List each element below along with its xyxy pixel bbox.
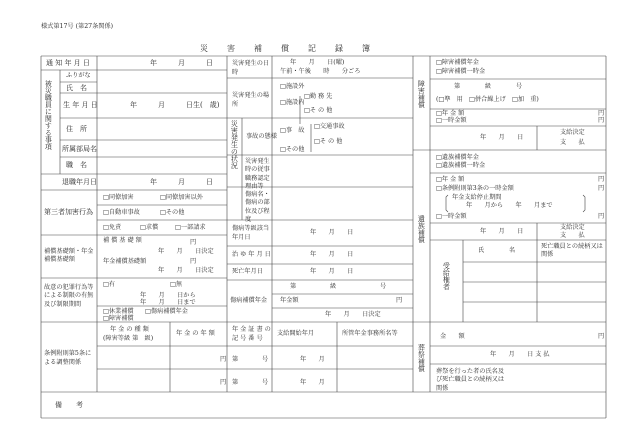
retire-label: 退職年月日 — [62, 178, 97, 186]
base-decision-2: 年 月 日決定 — [158, 267, 214, 274]
survivor-label: 遺族補償 — [417, 215, 426, 243]
situation-label: 災害発生の状況 — [230, 120, 239, 169]
place-label: 災害発生の場 所 — [232, 92, 282, 108]
notice-date-label: 通 知 年 月 日 — [46, 59, 90, 67]
birth-label: 生 年 月 日 — [63, 101, 98, 109]
injury-label: 傷病名・傷病の部位及び程度 — [245, 191, 270, 224]
opt-auto-accident[interactable]: □自動車事故 — [103, 209, 140, 216]
furigana-label: ふりがな — [66, 72, 91, 79]
adj-ym-2: 年 月 — [300, 379, 325, 386]
pension-grade-no: 第 — [290, 283, 297, 290]
grade-date-value: 年 月 日 — [310, 229, 354, 236]
restriction-type-disability[interactable]: □障害補償 — [103, 315, 134, 322]
funeral-amount-label: 金 額 — [440, 333, 465, 340]
adj-ym-1: 年 月 — [300, 356, 325, 363]
retire-value: 年 月 日 — [150, 178, 213, 186]
notice-date-value: 年 月 日 — [150, 59, 213, 67]
pension-grade-go: 号 — [380, 283, 387, 290]
pension-amount-label: 年金額 — [280, 297, 299, 304]
disability-grade: 第 級 号 — [454, 83, 523, 90]
place-inside[interactable]: □施設内 — [280, 99, 305, 106]
base-amount-label: 補償基礎額・年金補償基礎額 — [44, 248, 94, 264]
survivor-special[interactable]: □条例附則第3条の一時金額 — [436, 185, 514, 192]
cured-date-label: 治 ゆ 年 月 日 — [232, 251, 271, 258]
name-label: 氏 名 — [66, 84, 87, 92]
recipient-col-name: 氏 名 — [478, 247, 516, 254]
cause-label: 事故の態様 — [246, 133, 277, 140]
adj-yen-2: 円 — [220, 379, 227, 386]
opt-exempt[interactable]: □免責 — [103, 224, 122, 231]
survivor-pay-date: 年 月 日 — [480, 228, 524, 235]
cause-traffic[interactable]: □交通事故 — [314, 123, 345, 130]
survivor-lump-amount[interactable]: □一時金額 — [436, 213, 467, 220]
cause-other[interactable]: □その他 — [280, 146, 305, 153]
survivor-pay-paid: 支 払 — [560, 232, 585, 239]
pension-grade-unit: 級 — [330, 283, 337, 290]
funeral-yen: 円 — [598, 333, 605, 340]
disability-lump-opt[interactable]: □障害補償一時金 — [436, 68, 486, 75]
place-other[interactable]: □そ の 他 — [304, 107, 333, 114]
cause-accident[interactable]: □事 故 — [280, 127, 305, 134]
opt-other[interactable]: □その他 — [160, 209, 185, 216]
adj-yen-1: 円 — [220, 356, 227, 363]
grade-date-label: 傷病等級該当年月日 — [232, 225, 270, 241]
pension-decision: 年 月 日決定 — [325, 311, 381, 318]
survivor-period-value: 年 月から 年 月まで — [466, 202, 553, 209]
page-title: 災 害 補 償 記 録 簿 — [200, 44, 371, 53]
disability-types: (□準 用 □併合繰上げ □加 重) — [436, 96, 539, 103]
restriction-label: 故意の犯罪行為等による制限の有無及び制限期間 — [44, 284, 94, 308]
adj-go-2: 号 — [262, 379, 269, 386]
restriction-has[interactable]: □有 — [103, 281, 116, 288]
disability-label: 障害補償 — [417, 80, 426, 108]
base-decision-1: 年 月 日決定 — [158, 248, 214, 255]
adj-no-2: 第 — [232, 379, 239, 386]
restriction-to: 年 月 日まで — [140, 299, 196, 306]
survivor-pension-amount[interactable]: □年 金 額 — [436, 176, 465, 183]
place-outside[interactable]: □施設外 — [280, 83, 305, 90]
funeral-pay: 年 月 日 支 払 — [490, 351, 550, 358]
survivor-yen-2: 円 — [598, 185, 605, 192]
cured-date-value: 年 月 日 — [310, 251, 354, 258]
disability-yen-1: 円 — [598, 110, 605, 117]
address-label: 住 所 — [66, 125, 87, 133]
adj-col-start: 支給開始年月 — [277, 330, 315, 337]
adj-col-office: 所管年金事務所名等 — [342, 330, 398, 337]
place-work[interactable]: □勤 務 先 — [304, 93, 333, 100]
survivor-lump-opt[interactable]: □遺族補償一時金 — [436, 162, 486, 169]
survivor-pension-opt[interactable]: □遺族補償年金 — [436, 154, 479, 161]
adjustment-label: 条例附則第5条による調整関係 — [44, 350, 92, 366]
survivor-period-label: 年金支給停止期間 — [452, 194, 502, 201]
base-yen-1: 円 — [190, 239, 197, 246]
adj-col-type: 年 金 の 種 類 — [110, 326, 149, 333]
date-time-label: 災害発生の日 時 — [232, 60, 282, 76]
disability-pay-paid: 支 払 — [560, 139, 585, 146]
death-date-label: 死亡年月日 — [232, 268, 263, 275]
recipient-label: 受給権者 — [442, 262, 451, 290]
death-date-value: 年 月 日 — [310, 268, 354, 275]
third-party-label: 第三者加害行為 — [44, 208, 93, 216]
restriction-type-pension[interactable]: □傷病補償年金 — [145, 308, 188, 315]
adj-go-1: 号 — [262, 356, 269, 363]
duty-label: 災害発生時の従事職務認定理由等 — [245, 158, 270, 191]
adj-col-amount: 年 金 の 年 額 — [176, 330, 215, 337]
restriction-from: 年 月 日から — [140, 292, 196, 299]
disability-yen-2: 円 — [598, 117, 605, 124]
funeral-host: 葬祭を行った者の氏名及び死亡職員との続柄又は関係 — [436, 368, 505, 392]
dept-label: 所属部局名 — [62, 145, 97, 153]
victim-group-label: 被災職員に関する事項 — [44, 80, 53, 150]
adj-col-type-grade: (障害等級 第 級) — [103, 335, 154, 342]
recipient-col-relation: 死亡職員との続柄又は関係 — [541, 243, 603, 259]
adj-col-cert2: 記 号 番 号 — [232, 335, 263, 342]
funeral-label: 葬祭補償 — [417, 344, 426, 372]
cause-sub-other[interactable]: □そ の 他 — [314, 138, 343, 145]
disability-pension-opt[interactable]: □障害補償年金 — [436, 59, 479, 66]
remarks-label: 備 考 — [55, 401, 83, 409]
opt-colleague[interactable]: □同僚加害 — [103, 194, 134, 201]
date-time-value2: 午前・午後 時 分ごろ — [280, 68, 361, 75]
adj-no-1: 第 — [232, 356, 239, 363]
base-amount-line2: 年金補償基礎額 — [103, 258, 147, 265]
birth-value: 年 月 日生( 歳) — [130, 101, 220, 109]
pension-yen: 円 — [396, 297, 403, 304]
restriction-type-leave[interactable]: □休業補償 — [103, 308, 134, 315]
survivor-yen-3: 円 — [598, 213, 605, 220]
disability-lump-amount[interactable]: □一時金額 — [436, 117, 467, 124]
position-label: 職 名 — [66, 161, 87, 169]
form-number: 様式第17号 (第27条関係) — [41, 23, 114, 30]
opt-partial[interactable]: □一部請求 — [175, 224, 206, 231]
adj-col-cert: 年 金 証 書 の — [232, 326, 271, 333]
base-yen-2: 円 — [190, 258, 197, 265]
disability-pay-date: 年 月 日 — [480, 134, 524, 141]
survivor-yen-1: 円 — [598, 176, 605, 183]
base-amount-line1: 補 償 基 礎 額 — [103, 237, 142, 244]
date-time-value1: 年 月 日(曜) — [290, 59, 345, 66]
opt-claim[interactable]: □求償 — [140, 224, 159, 231]
injury-pension-label: 傷病補償年金 — [230, 297, 268, 304]
disability-pension-amount[interactable]: □年 金 額 — [436, 110, 465, 117]
disability-pay-decision: 支給決定 — [560, 129, 585, 136]
restriction-none[interactable]: □無 — [170, 281, 183, 288]
survivor-pay-decision: 支給決定 — [560, 224, 585, 231]
opt-non-colleague[interactable]: □同僚加害以外 — [160, 194, 203, 201]
